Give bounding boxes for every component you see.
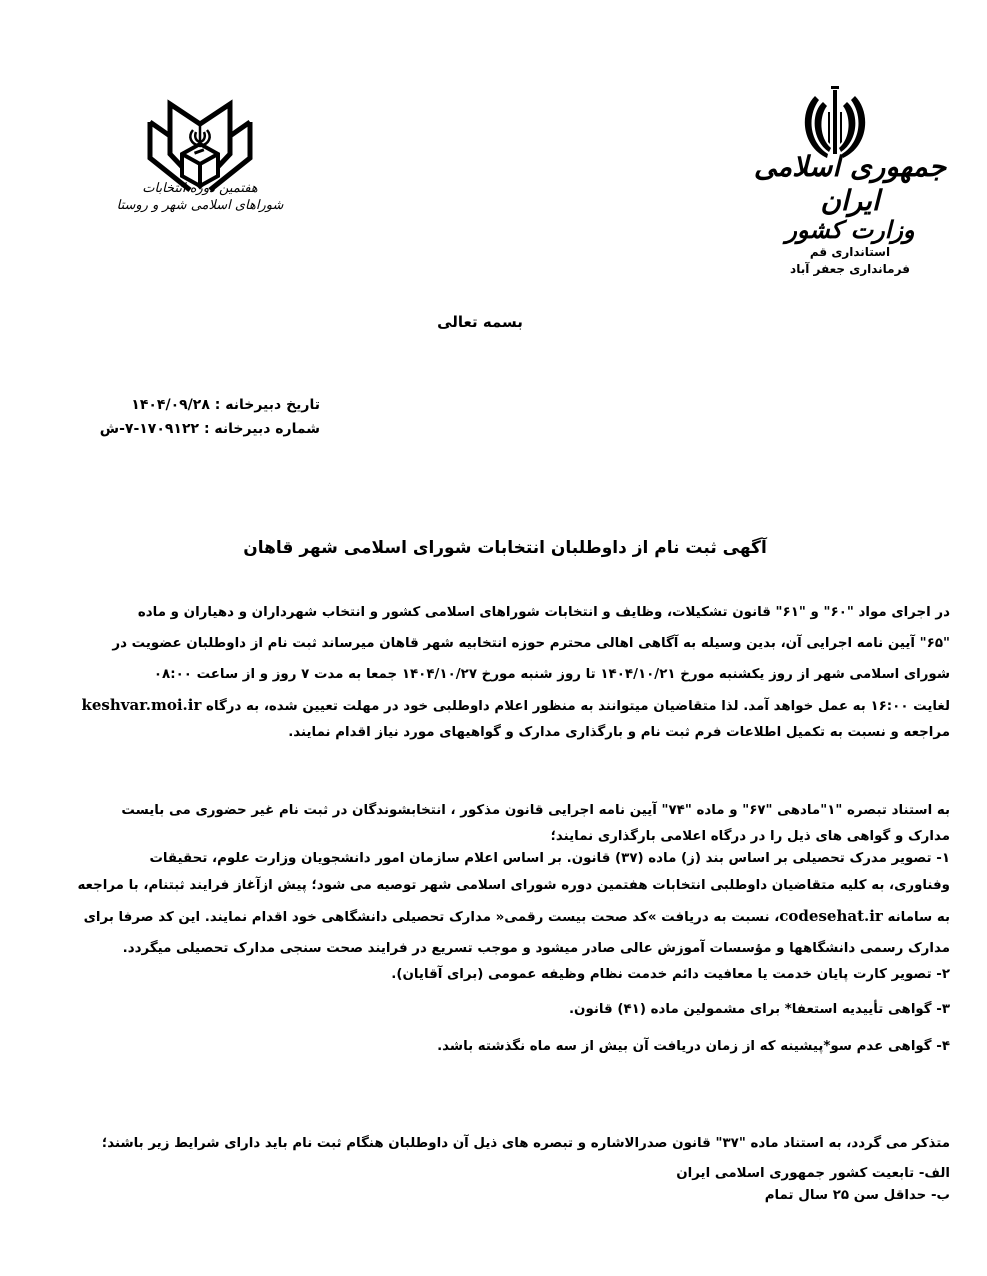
eligibility-conditions-section xyxy=(70,1128,950,1207)
paragraph-line: شورای اسلامی شهر از روز یکشنبه مورخ ۱۴۰۴/۱۰/۲۱ تا روز شنبه مورخ ۱۴۰۴/۱۰/۲۷ جمعا به مدت ۷ روز و از ساعت ۰۸:۰۰ xyxy=(153,667,950,682)
election-logo-caption xyxy=(95,180,305,214)
ministry-header xyxy=(740,150,960,278)
registry-date-label: تاریخ دبیرخانه : xyxy=(214,397,320,413)
document-item-3: ۳- گواهی تأییدیه استعفا* برای مشمولین ماده (۴۱) قانون. xyxy=(568,1002,950,1017)
paragraph-line: مراجعه و نسبت به تکمیل اطلاعات فرم ثبت نام و بارگذاری مدارک و گواهیهای مورد نیاز اقدام نمایند. xyxy=(288,725,950,740)
paragraph-line-text: لغایت ۱۶:۰۰ به عمل خواهد آمد. لذا متقاضیان میتوانند به منظور اعلام داوطلبی خود در مهلت تعیین شده، به درگاه xyxy=(206,699,950,714)
election-caption-line2: شوراهای اسلامی شهر و روستا xyxy=(116,198,284,213)
document-item-1-line: ۱- تصویر مدرک تحصیلی بر اساس بند (ز) ماده (۳۷) قانون. بر اساس اعلام سازمان امور دانشجویان وزارت علوم، تحقیقات xyxy=(149,851,950,866)
condition-b: ب- حداقل سن ۲۵ سال تمام xyxy=(764,1188,950,1203)
codesehat-link[interactable]: codesehat.ir xyxy=(779,907,883,925)
condition-a: الف- تابعیت کشور جمهوری اسلامی ایران xyxy=(676,1166,950,1181)
document-item-1-line: مدارک رسمی دانشگاهها و مؤسسات آموزش عالی صادر میشود و موجب تسریع در فرایند صحت سنجی مدارک تحصیلی میگردد. xyxy=(122,941,950,956)
election-ballot-box-emblem-icon xyxy=(130,92,270,192)
paragraph-line: "۶۵" آیین نامه اجرایی آن، بدین وسیله به آگاهی اهالی محترم حوزه انتخابیه شهر قاهان میرساند ثبت نام از داوطلبان عضویت در xyxy=(112,636,950,651)
document-item-1-line: وفناوری، به کلیه متقاضیان داوطلبی انتخابات هفتمین دوره شورای اسلامی شهر توصیه می شود؛ پیش ازآغاز فرایند ثبتنام، با مراجعه xyxy=(77,878,950,893)
paragraph-line-text: به سامانه xyxy=(887,910,950,925)
notice-title: آگهی ثبت نام از داوطلبان انتخابات شورای اسلامی شهر قاهان xyxy=(243,538,767,558)
election-caption-line1: هفتمین دوره انتخابات xyxy=(142,181,258,196)
registry-number-value: ۱۷۰۹۱۲۲-۷-ش xyxy=(99,421,200,437)
ministry-name: وزارت کشور xyxy=(785,215,915,244)
document-item-1-line-with-link xyxy=(70,901,950,933)
reference-block xyxy=(60,393,320,441)
paragraph-line-with-link xyxy=(70,690,950,722)
republic-name: جمهوری اسلامی ایران xyxy=(753,150,947,217)
registry-number-row xyxy=(60,417,320,441)
document-item-4: ۴- گواهی عدم سو*پیشینه که از زمان دریافت آن بیش از سه ماه نگذشته باشد. xyxy=(437,1039,950,1054)
conditions-intro: متذکر می گردد، به استناد ماده "۳۷" قانون صدرالاشاره و تبصره های ذیل آن داوطلبان هنگام ثبت نام باید دارای شرایط زیر باشند؛ xyxy=(101,1136,950,1151)
registration-announcement-paragraph xyxy=(70,597,950,744)
governorate-name: استانداری قم xyxy=(809,245,891,259)
election-logo xyxy=(130,92,270,192)
registry-date-value: ۱۴۰۴/۰۹/۲۸ xyxy=(131,397,210,413)
district-office-name: فرمانداری جعفر آباد xyxy=(790,262,910,276)
paragraph-line-text: ، xyxy=(769,910,780,925)
keshvar-portal-link[interactable]: keshvar.moi.ir xyxy=(81,696,202,714)
registry-number-label: شماره دبیرخانه : xyxy=(203,421,320,437)
bismillah-heading: بسمه تعالی xyxy=(437,313,523,331)
paragraph-line-text: نسبت به دریافت »کد صحت بیست رقمی« مدارک تحصیلی دانشگاهی خود اقدام نمایند. این کد صرفا برای xyxy=(83,910,770,925)
document-item-2: ۲- تصویر کارت پایان خدمت یا معافیت دائم خدمت نظام وظیفه عمومی (برای آقایان). xyxy=(391,967,950,982)
paragraph-line: به استناد تبصره "۱"مادهی "۶۷" و ماده "۷۴" آیین نامه اجرایی قانون مذکور ، انتخابشوندگان در ثبت نام غیر حضوری می بایست xyxy=(121,803,950,818)
paragraph-line: مدارک و گواهی های ذیل را در درگاه اعلامی بارگذاری نمایند؛ xyxy=(550,829,950,844)
paragraph-line: در اجرای مواد "۶۰" و "۶۱" قانون تشکیلات، وظایف و انتخابات شوراهای اسلامی کشور و انتخاب شهرداران و دهیاران و ماده xyxy=(137,605,950,620)
required-documents-section xyxy=(70,795,950,1062)
registry-date-row xyxy=(60,393,320,417)
